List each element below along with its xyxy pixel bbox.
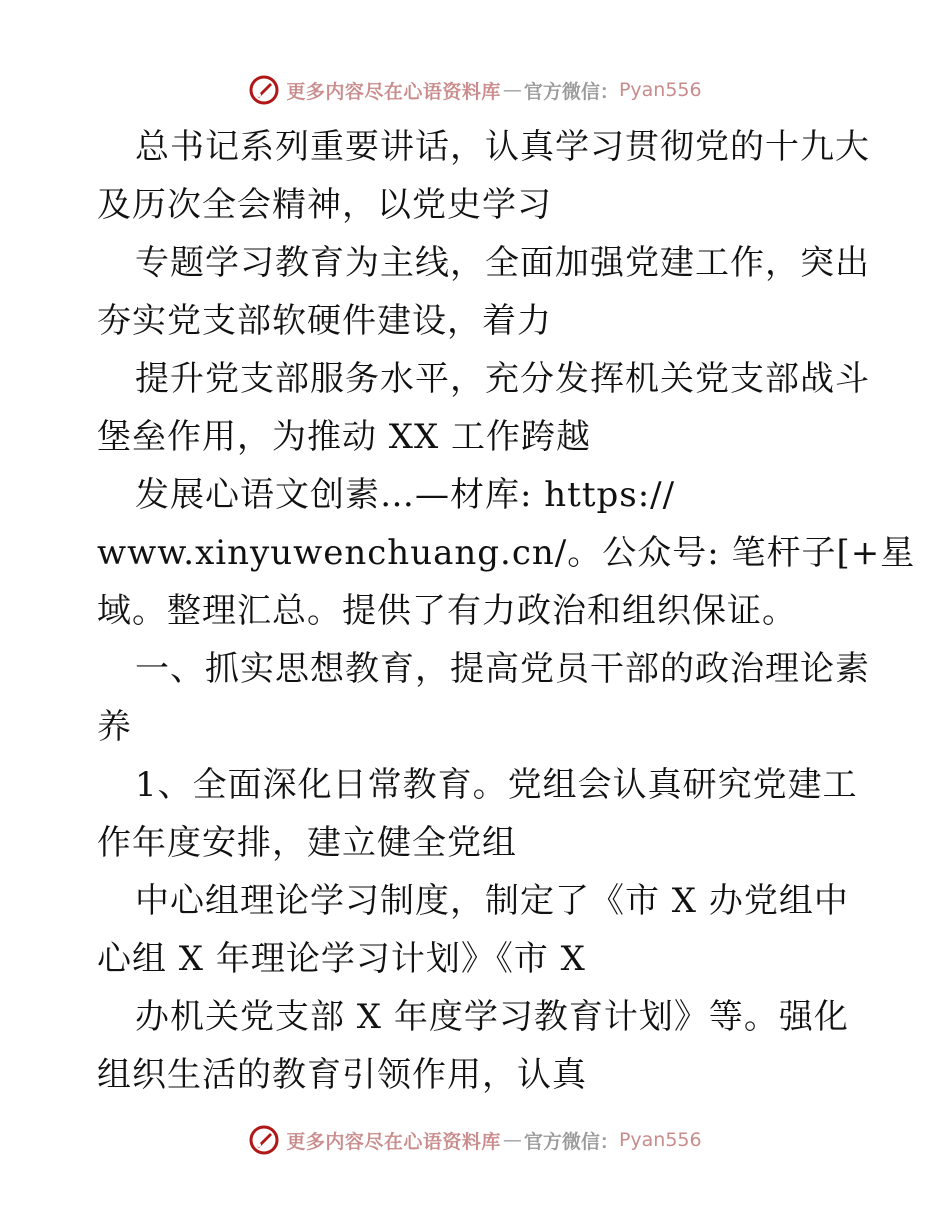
text-line: 夯实党支部软硬件建设，着力 xyxy=(97,301,552,341)
watermark-separator: — xyxy=(502,79,522,101)
text-line: 提升党支部服务水平，充分发挥机关党支部战斗 xyxy=(135,359,870,399)
red-quill-seal-icon xyxy=(248,74,280,106)
red-quill-seal-icon xyxy=(248,1124,280,1156)
watermark-wechat-id: Pyan556 xyxy=(618,1129,702,1151)
text-line: www.xinyuwenchuang.cn/。公众号: 笔杆子[+星 xyxy=(97,533,916,573)
text-line: 作年度安排，建立健全党组 xyxy=(97,823,517,863)
text-line: 组织生活的教育引领作用，认真 xyxy=(97,1055,587,1095)
section-heading: 一、抓实思想教育，提高党员干部的政治理论素 xyxy=(135,649,870,689)
watermark-wechat-label: 官方微信： xyxy=(523,1130,619,1153)
watermark-brand: 更多内容尽在心语资料库 xyxy=(286,1130,501,1153)
text-line: 办机关党支部 X 年度学习教育计划》等。强化 xyxy=(135,997,849,1037)
text-line: 发展心语文创素…—材库: https:// xyxy=(135,475,676,515)
text-line: 心组 X 年理论学习计划》《市 X xyxy=(97,939,586,979)
text-line: 及历次全会精神，以党史学习 xyxy=(97,185,552,225)
text-line: 域。整理汇总。提供了有力政治和组织保证。 xyxy=(97,591,797,631)
watermark-brand: 更多内容尽在心语资料库 xyxy=(286,80,501,103)
watermark-wechat-id: Pyan556 xyxy=(618,79,702,101)
text-line: 中心组理论学习制度，制定了《市 X 办党组中 xyxy=(135,881,849,921)
text-line: 堡垒作用，为推动 XX 工作跨越 xyxy=(97,417,592,457)
text-line: 专题学习教育为主线，全面加强党建工作，突出 xyxy=(135,243,870,283)
watermark-wechat-label: 官方微信： xyxy=(523,80,619,103)
watermark-separator: — xyxy=(502,1129,522,1151)
text-line: 1、全面深化日常教育。党组会认真研究党建工 xyxy=(135,765,858,805)
document-body xyxy=(97,118,916,1104)
text-line: 养 xyxy=(97,707,132,747)
watermark-banner-top xyxy=(0,70,950,110)
text-line: 总书记系列重要讲话，认真学习贯彻党的十九大 xyxy=(135,127,870,167)
watermark-banner-bottom xyxy=(0,1120,950,1160)
